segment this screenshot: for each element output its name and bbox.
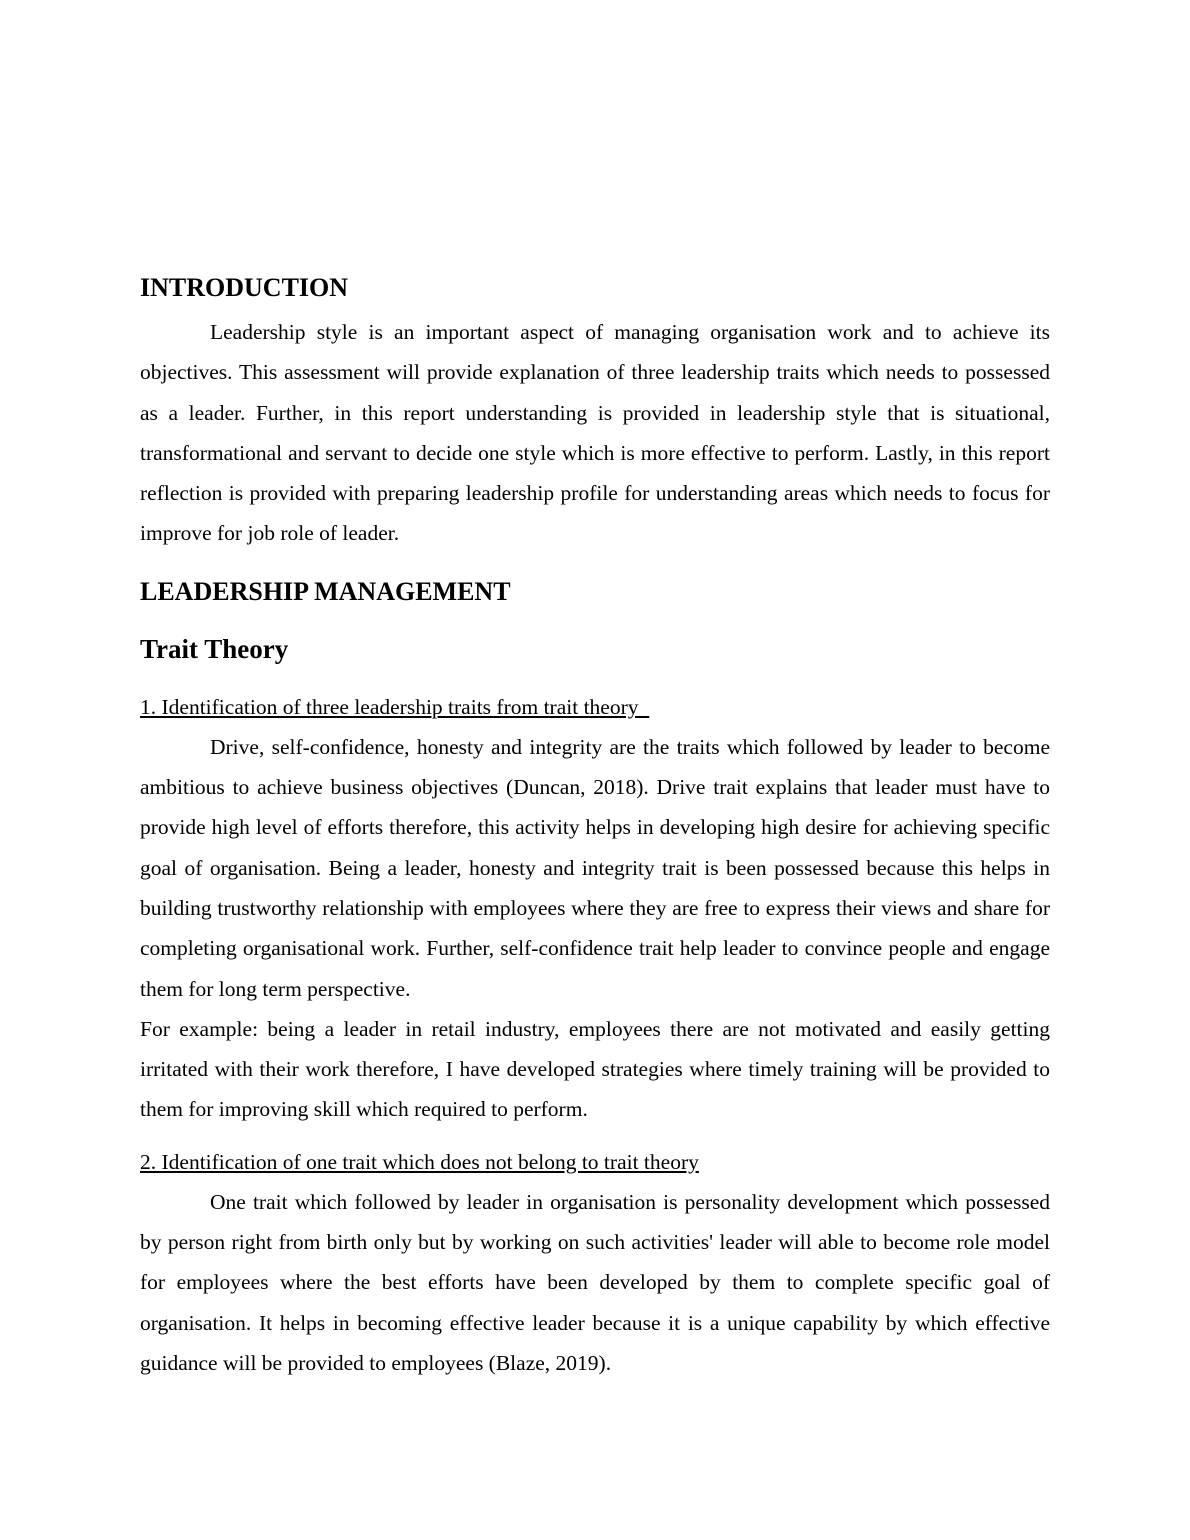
item2-heading: 2. Identification of one trait which does not belong to trait theory (140, 1149, 699, 1174)
item2-paragraph: One trait which followed by leader in organisation is personality development which possessed by person right from birth only but by working on such activities' leader will able to become role model for employees where the best efforts have been developed by them to complete specific goal of organisation. It helps in becoming effective leader because it is a unique capability by which effective guidance will be provided to employees (Blaze, 2019). (140, 1189, 1050, 1375)
document-page (140, 268, 1050, 1383)
item1-heading: 1. Identification of three leadership traits from trait theory (140, 694, 650, 719)
trait-theory-heading: Trait Theory (140, 633, 289, 664)
item1-example: For example: being a leader in retail industry, employees there are not motivated and easily getting irritated with their work therefore, I have developed strategies where timely training will be provided to them for improving skill which required to perform. (140, 1016, 1050, 1122)
item1-paragraph: Drive, self-confidence, honesty and integrity are the traits which followed by leader to become ambitious to achieve business objectives (Duncan, 2018). Drive trait explains that leader must have to provide high level of efforts therefore, this activity helps in developing high desire for achieving specific goal of organisation. Being a leader, honesty and integrity trait is been possessed because this helps in building trustworthy relationship with employees where they are free to express their views and share for completing organisational work. Further, self-confidence trait help leader to convince people and engage them for long term perspective. (140, 734, 1050, 1001)
introduction-paragraph: Leadership style is an important aspect of managing organisation work and to achieve its objectives. This assessment will provide explanation of three leadership traits which needs to possessed as a leader. Further, in this report understanding is provided in leadership style that is situational, transformational and servant to decide one style which is more effective to perform. Lastly, in this report reflection is provided with preparing leadership profile for understanding areas which needs to focus for improve for job role of leader. (140, 320, 1050, 546)
leadership-management-heading: LEADERSHIP MANAGEMENT (140, 576, 511, 606)
introduction-heading: INTRODUCTION (140, 273, 349, 302)
